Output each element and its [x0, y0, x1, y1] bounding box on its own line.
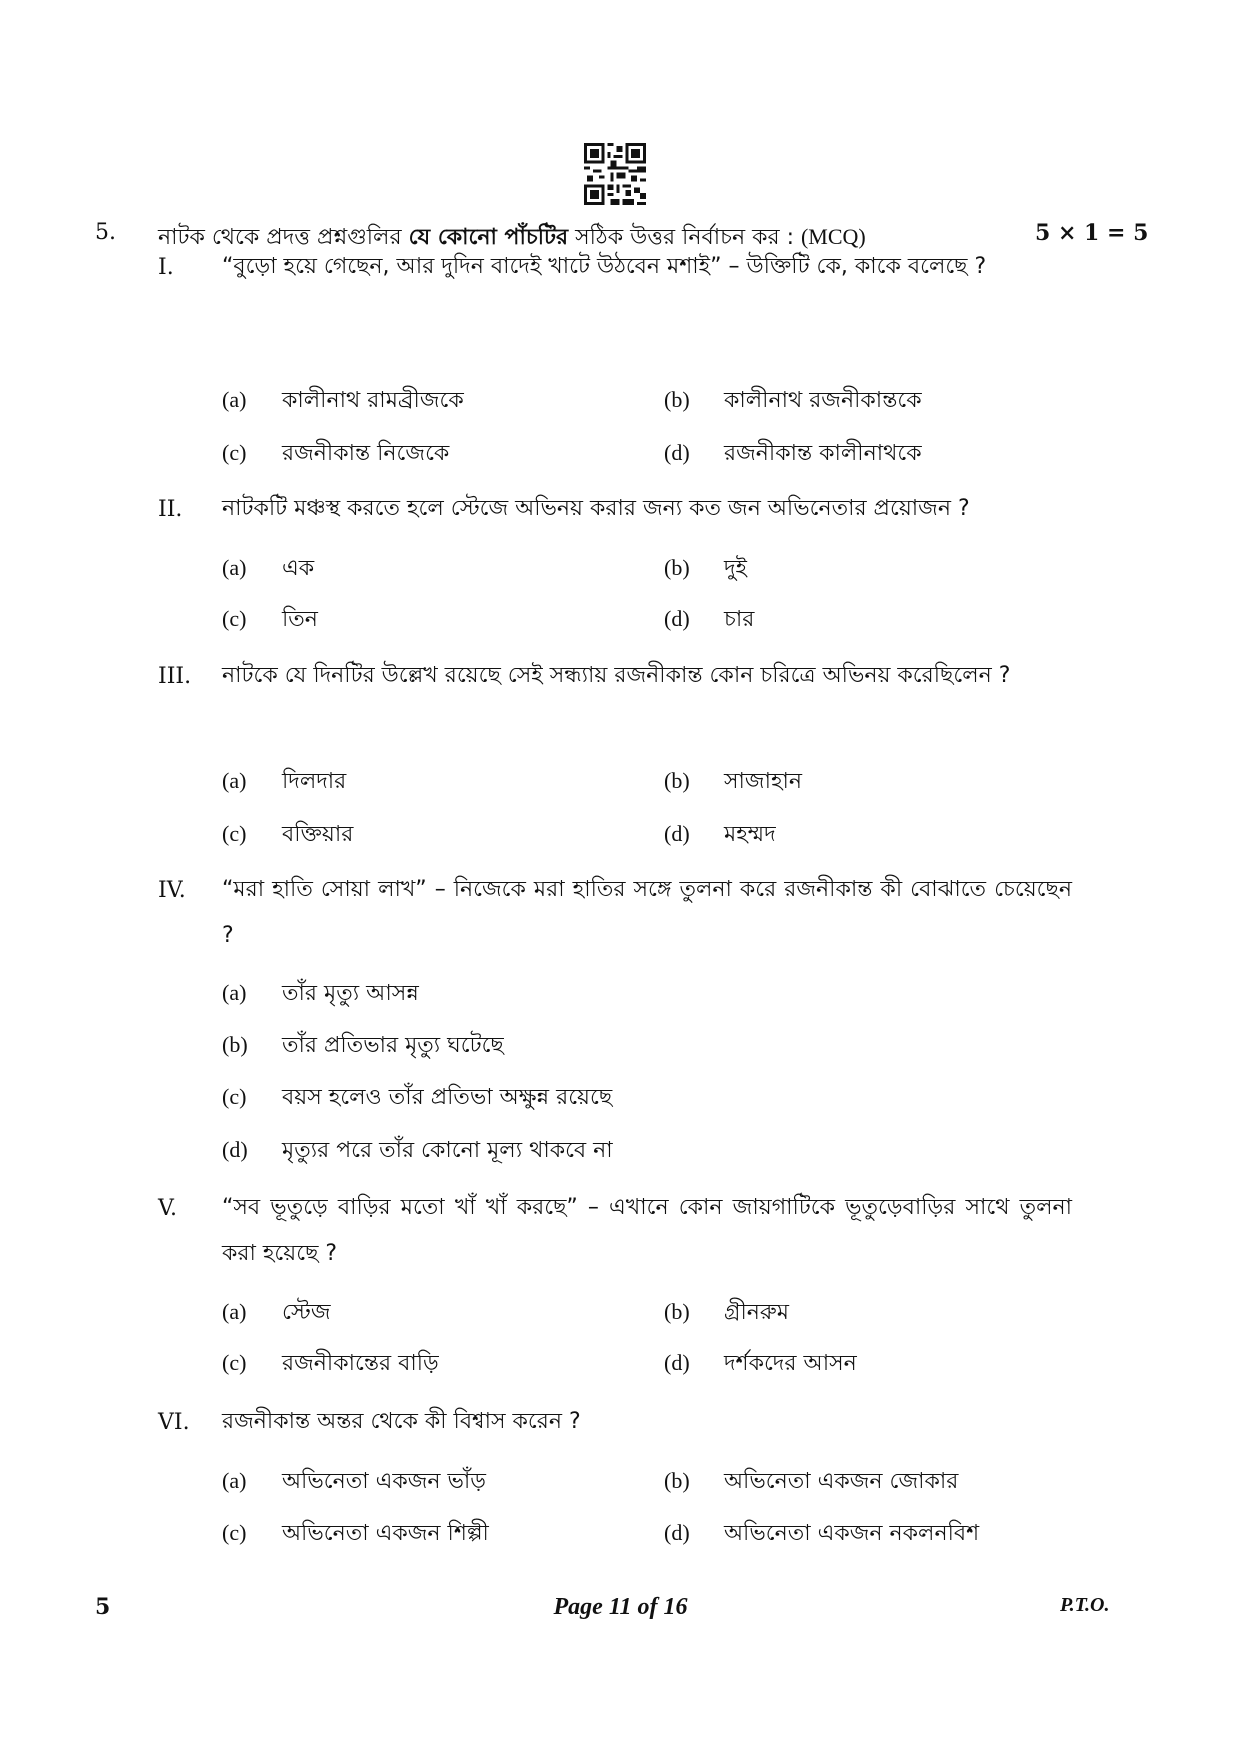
- option: [664, 764, 802, 801]
- option: [222, 1346, 439, 1383]
- option-label: (c): [222, 1520, 247, 1545]
- option-text: গ্রীনরুম: [724, 1300, 789, 1325]
- option: [222, 1464, 486, 1501]
- option-text: তিন: [282, 607, 318, 632]
- instruction-text-end: সঠিক উত্তর নির্বাচন কর :: [568, 225, 801, 250]
- option-label: (c): [222, 606, 247, 631]
- option: [664, 817, 776, 854]
- pto-note: P.T.O.: [1060, 1594, 1110, 1616]
- option: [222, 1133, 613, 1170]
- instruction-text: নাটক থেকে প্রদত্ত প্রশ্নগুলির: [158, 225, 409, 250]
- option-text: তাঁর প্রতিভার মৃত্যু ঘটেছে: [282, 1033, 504, 1058]
- option-label: (c): [222, 1350, 247, 1375]
- option: [664, 383, 922, 420]
- option-text: কালীনাথ রামব্রীজকে: [282, 388, 464, 413]
- instruction-emphasis: যে কোনো পাঁচটির: [408, 225, 569, 250]
- option: [222, 436, 449, 473]
- option-text: মৃত্যুর পরে তাঁর কোনো মূল্য থাকবে না: [282, 1138, 613, 1163]
- option-text: সাজাহান: [724, 769, 803, 794]
- option: [222, 976, 419, 1013]
- option: [222, 817, 353, 854]
- option: [664, 1516, 979, 1553]
- qr-code: [584, 143, 646, 205]
- option-text: অভিনেতা একজন জোকার: [724, 1469, 959, 1494]
- option-text: অভিনেতা একজন নকলনবিশ: [724, 1521, 980, 1546]
- sub-question-stem: “মরা হাতি সোয়া লাখ” – নিজেকে মরা হাতির সঙ্গে তুলনা করে রজনীকান্ত কী বোঝাতে চেয়েছেন ?: [222, 877, 1072, 948]
- option-label: (b): [664, 555, 690, 580]
- option-text: চার: [724, 607, 755, 632]
- option-label: (a): [222, 387, 247, 412]
- option: [222, 1028, 504, 1065]
- sub-number: V.: [158, 1196, 178, 1221]
- sub-question-stem: নাটকটি মঞ্চস্থ করতে হলে স্টেজে অভিনয় করার জন্য কত জন অভিনেতার প্রয়োজন ?: [222, 496, 970, 521]
- mcq-tag: (MCQ): [800, 224, 866, 249]
- sub-question-stem: নাটকে যে দিনটির উল্লেখ রয়েছে সেই সন্ধ্যায় রজনীকান্ত কোন চরিত্রে অভিনয় করেছিলেন ?: [222, 663, 1011, 688]
- option: [222, 602, 318, 639]
- sub-number: VI.: [158, 1410, 190, 1435]
- option-text: তাঁর মৃত্যু আসন্ন: [282, 981, 419, 1006]
- option-text: অভিনেতা একজন শিল্পী: [282, 1521, 489, 1546]
- option-text: দিলদার: [282, 769, 347, 794]
- sub-question-stem: “সব ভূতুড়ে বাড়ির মতো খাঁ খাঁ করছে” – এখানে কোন জায়গাটিকে ভূতুড়েবাড়ির সাথে তুলনা করা হয়েছে ?: [222, 1195, 1072, 1266]
- option-text: দর্শকদের আসন: [724, 1351, 857, 1376]
- option: [664, 602, 754, 639]
- option: [664, 436, 922, 473]
- option-text: বক্তিয়ার: [282, 822, 354, 847]
- option: [664, 1346, 857, 1383]
- option-text: বয়স হলেও তাঁর প্রতিভা অক্ষুন্ন রয়েছে: [282, 1085, 613, 1110]
- option-label: (c): [222, 821, 247, 846]
- option: [664, 551, 747, 588]
- option: [222, 1295, 331, 1332]
- option-text: মহম্মদ: [724, 822, 776, 847]
- sub-question-stem: “বুড়ো হয়ে গেছেন, আর দুদিন বাদেই খাটে উঠবেন মশাই” – উক্তিটি কে, কাকে বলেছে ?: [222, 254, 987, 279]
- option-label: (b): [664, 387, 690, 412]
- marks: 5 × 1 = 5: [1035, 220, 1149, 246]
- option-label: (d): [664, 1520, 690, 1545]
- sub-number: II.: [158, 497, 183, 522]
- option-label: (a): [222, 555, 247, 580]
- option: [222, 1080, 612, 1117]
- option-label: (c): [222, 440, 247, 465]
- option: [222, 551, 314, 588]
- option-label: (b): [664, 1468, 690, 1493]
- sub-number: I.: [158, 255, 174, 280]
- option-text: অভিনেতা একজন ভাঁড়: [282, 1469, 487, 1494]
- option: [222, 1516, 489, 1553]
- sub-number: IV.: [158, 878, 186, 903]
- option-label: (b): [664, 1299, 690, 1324]
- option-label: (d): [664, 606, 690, 631]
- option: [222, 383, 464, 420]
- option-label: (d): [664, 440, 690, 465]
- option-text: স্টেজ: [282, 1300, 331, 1325]
- option-label: (b): [664, 768, 690, 793]
- option-label: (b): [222, 1032, 248, 1057]
- option-label: (c): [222, 1084, 247, 1109]
- paper-code: 5: [95, 1594, 111, 1620]
- option-text: রজনীকান্ত নিজেকে: [282, 441, 450, 466]
- option-label: (a): [222, 768, 247, 793]
- sub-number: III.: [158, 664, 192, 689]
- option-text: দুই: [724, 556, 748, 581]
- option-text: রজনীকান্ত কালীনাথকে: [724, 441, 922, 466]
- option-text: এক: [282, 556, 315, 581]
- sub-question-stem: রজনীকান্ত অন্তর থেকে কী বিশ্বাস করেন ?: [222, 1409, 581, 1434]
- option: [222, 764, 346, 801]
- option: [664, 1464, 958, 1501]
- option-text: রজনীকান্তের বাড়ি: [282, 1351, 439, 1376]
- option-label: (d): [664, 1350, 690, 1375]
- question-number: 5.: [95, 220, 116, 245]
- option-text: কালীনাথ রজনীকান্তকে: [724, 388, 922, 413]
- option-label: (d): [222, 1137, 248, 1162]
- option: [664, 1295, 789, 1332]
- option-label: (a): [222, 1468, 247, 1493]
- page-number: Page 11 of 16: [553, 1594, 688, 1620]
- option-label: (a): [222, 980, 247, 1005]
- option-label: (a): [222, 1299, 247, 1324]
- option-label: (d): [664, 821, 690, 846]
